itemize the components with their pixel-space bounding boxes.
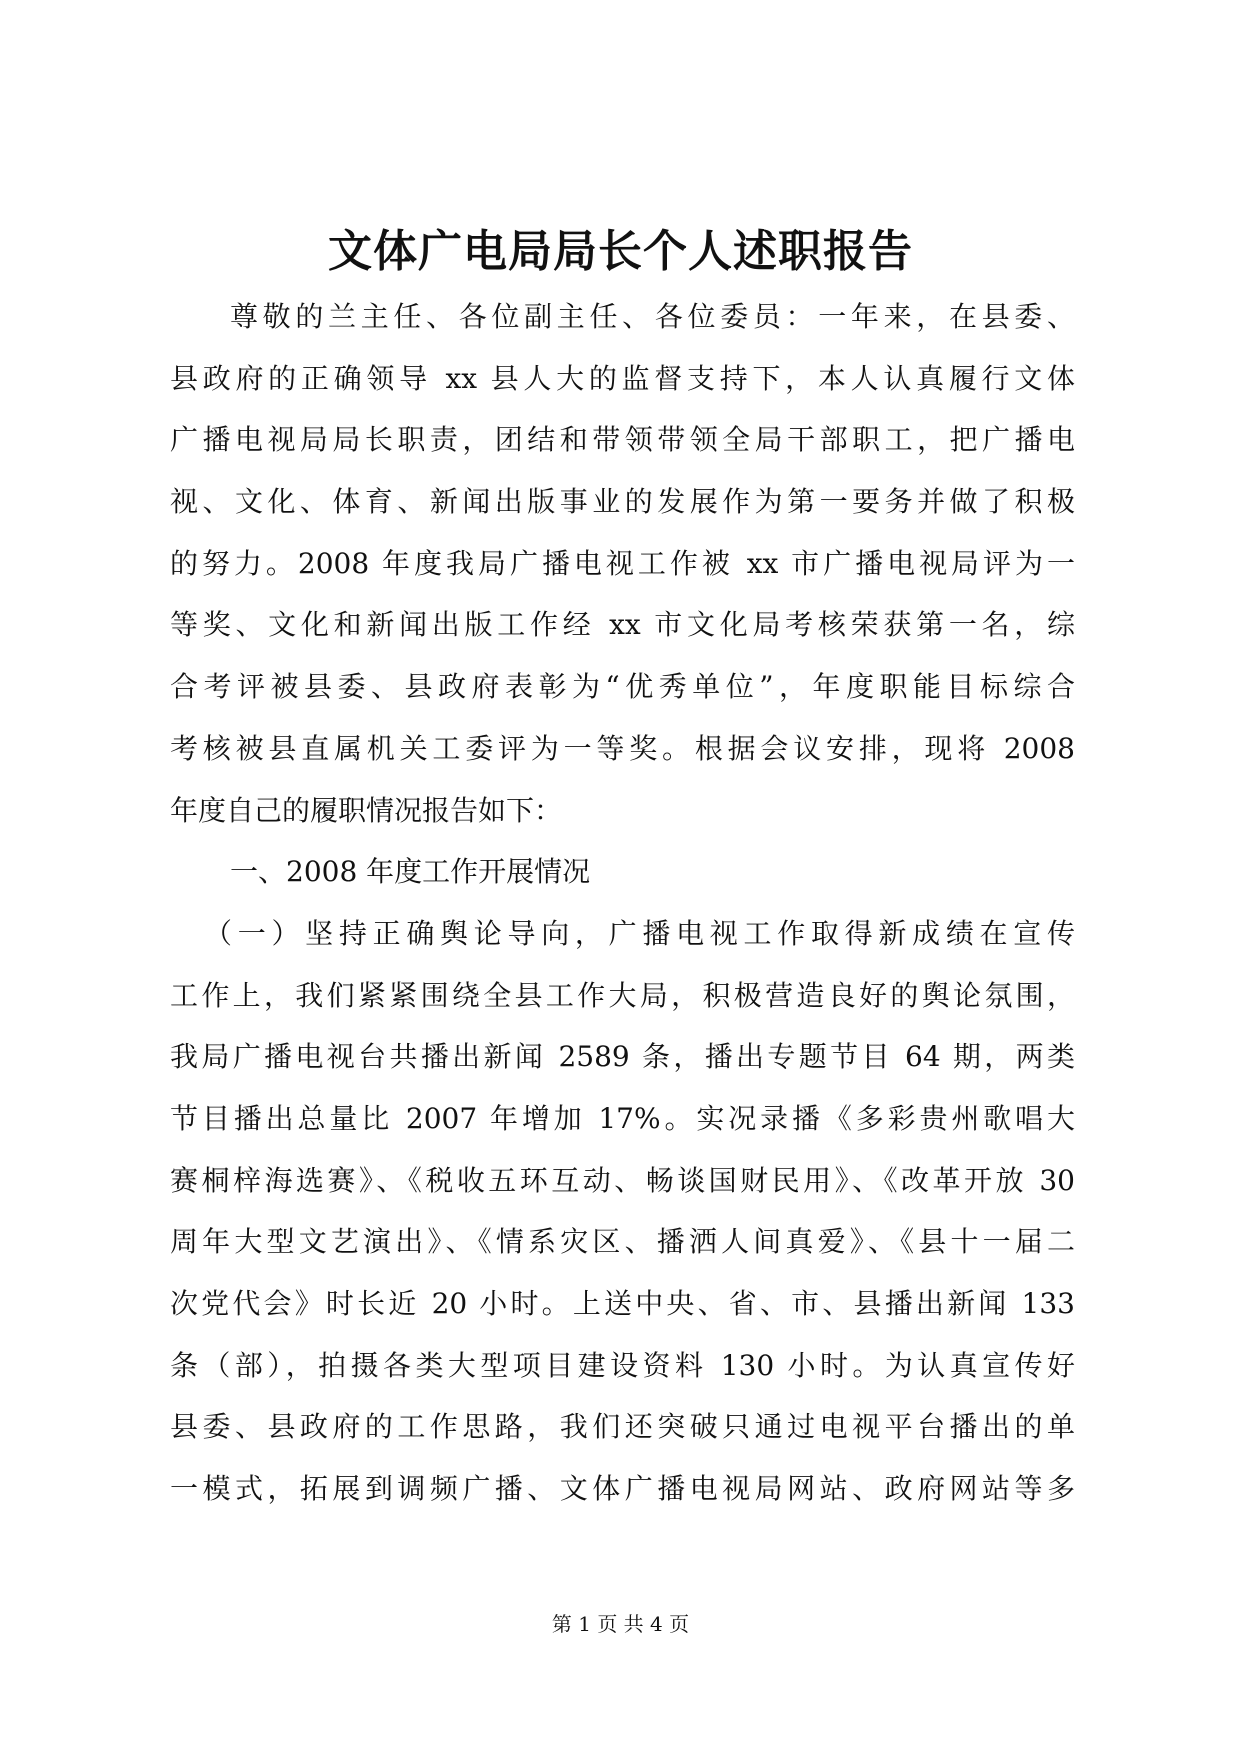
paragraph-line: 县委、县政府的工作思路，我们还突破只通过电视平台播出的单 bbox=[170, 1410, 1075, 1444]
paragraph-line: 的努力。2008 年度我局广播电视工作被 xx 市广播电视局评为一 bbox=[170, 546, 1075, 580]
section-heading: 一、2008 年度工作开展情况 bbox=[230, 855, 591, 889]
paragraph-line: 赛桐梓海选赛》、《税收五环互动、畅谈国财民用》、《改革开放 30 bbox=[170, 1163, 1075, 1197]
paragraph-line: 节目播出总量比 2007 年增加 17%。实况录播《多彩贵州歌唱大 bbox=[170, 1101, 1075, 1135]
paragraph-line: 县政府的正确领导 xx 县人大的监督支持下，本人认真履行文体 bbox=[170, 361, 1075, 395]
paragraph-line: 广播电视局局长职责，团结和带领带领全局干部职工，把广播电 bbox=[170, 423, 1075, 457]
document-body bbox=[170, 286, 1075, 1520]
paragraph-line: 周年大型文艺演出》、《情系灾区、播洒人间真爱》、《县十一届二 bbox=[170, 1225, 1075, 1259]
paragraph-line: 条（部），拍摄各类大型项目建设资料 130 小时。为认真宣传好 bbox=[170, 1348, 1075, 1382]
paragraph-line: 合考评被县委、县政府表彰为“优秀单位”，年度职能目标综合 bbox=[170, 670, 1075, 704]
paragraph-line: 考核被县直属机关工委评为一等奖。根据会议安排，现将 2008 bbox=[170, 731, 1075, 765]
paragraph-line: 等奖、文化和新闻出版工作经 xx 市文化局考核荣获第一名，综 bbox=[170, 608, 1075, 642]
paragraph-line: 尊敬的兰主任、各位副主任、各位委员：一年来，在县委、 bbox=[230, 300, 1075, 333]
paragraph-line: 次党代会》时长近 20 小时。上送中央、省、市、县播出新闻 133 bbox=[170, 1287, 1075, 1320]
document-title: 文体广电局局长个人述职报告 bbox=[328, 226, 913, 277]
page-number-footer: 第 1 页 共 4 页 bbox=[551, 1612, 690, 1636]
paragraph-line: 视、文化、体育、新闻出版事业的发展作为第一要务并做了积极 bbox=[170, 485, 1075, 519]
paragraph-line: 我局广播电视台共播出新闻 2589 条，播出专题节目 64 期，两类 bbox=[170, 1040, 1075, 1074]
paragraph-line: 一模式，拓展到调频广播、文体广播电视局网站、政府网站等多 bbox=[170, 1472, 1075, 1506]
subsection-line: （一）坚持正确舆论导向，广播电视工作取得新成绩在宣传 bbox=[204, 916, 1075, 950]
paragraph-line: 年度自己的履职情况报告如下： bbox=[170, 793, 563, 827]
paragraph-line: 工作上，我们紧紧围绕全县工作大局，积极营造良好的舆论氛围， bbox=[170, 978, 1075, 1012]
